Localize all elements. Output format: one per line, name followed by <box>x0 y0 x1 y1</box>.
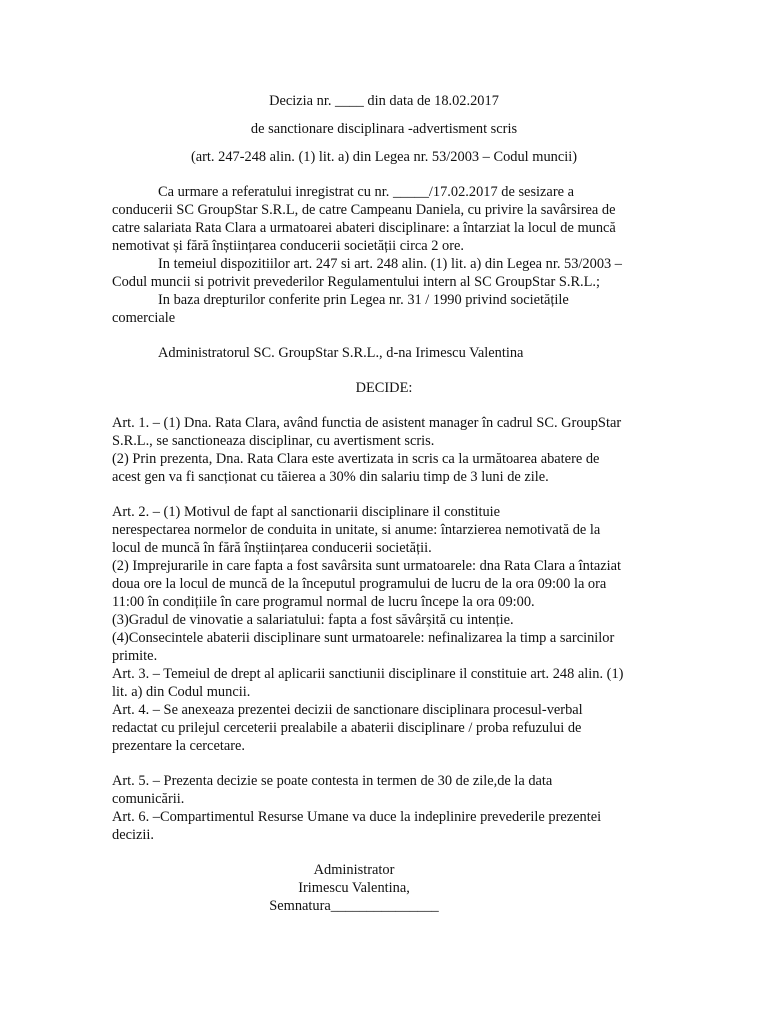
article-line: acest gen va fi sancționat cu tăierea a 30% din salariu timp de 3 luni de zile. <box>112 469 549 485</box>
article-line: nerespectarea normelor de conduita in unitate, si anume: întarzierea nemotivată de la <box>112 522 601 538</box>
article-line: Art. 2. – (1) Motivul de fapt al sanctionarii disciplinare il constituie <box>112 504 501 520</box>
decide-heading: DECIDE: <box>355 380 413 396</box>
article-line: 11:00 în condițiile în care programul normal de lucru începe la ora 09:00. <box>112 594 535 610</box>
article-line: lit. a) din Codul muncii. <box>112 684 251 700</box>
signature-name: Irimescu Valentina, <box>298 880 410 896</box>
intro-line: conducerii SC GroupStar S.R.L, de catre Campeanu Daniela, cu privire la savârsirea de <box>112 202 616 218</box>
signature-role: Administrator <box>313 862 395 878</box>
article-line: (2) Imprejurarile in care fapta a fost savârsita sunt urmatoarele: dna Rata Clara a întaziat <box>112 558 622 574</box>
intro-line: In temeiul dispozitiilor art. 247 si art. 248 alin. (1) lit. a) din Legea nr. 53/2003 – <box>158 256 622 272</box>
article-line: doua ore la locul de muncă de la începutul programului de lucru de la ora 09:00 la ora <box>112 576 607 592</box>
intro-line: Codul muncii si potrivit prevederilor Regulamentului intern al SC GroupStar S.R.L.; <box>112 274 601 290</box>
article-line: Art. 3. – Temeiul de drept al aplicarii sanctiunii disciplinare il constituie art. 248 alin. (1) <box>112 666 624 682</box>
article-line: primite. <box>112 648 158 664</box>
article-line: (2) Prin prezenta, Dna. Rata Clara este avertizata in scris ca la următoarea abatere de <box>112 451 600 467</box>
article-line: comunicării. <box>112 791 185 807</box>
intro-line: Ca urmare a referatului inregistrat cu nr. _____/17.02.2017 de sesizare a <box>158 184 574 200</box>
intro-line: In baza drepturilor conferite prin Legea nr. 31 / 1990 privind societățile <box>158 292 569 308</box>
decision-title: Decizia nr. ____ din data de 18.02.2017 <box>269 93 499 109</box>
article-line: Art. 6. –Compartimentul Resurse Umane va duce la indeplinire prevederile prezentei <box>112 809 602 825</box>
article-line: locul de muncă în fără înștiințarea conducerii societății. <box>112 540 432 556</box>
article-line: Art. 4. – Se anexeaza prezentei decizii de sanctionare disciplinara procesul-verbal <box>112 702 583 718</box>
signature-line: Semnatura_______________ <box>269 898 439 914</box>
legal-reference: (art. 247-248 alin. (1) lit. a) din Legea nr. 53/2003 – Codul muncii) <box>190 149 578 165</box>
intro-line: comerciale <box>112 310 176 326</box>
decision-subtitle: de sanctionare disciplinara -advertisment scris <box>250 121 518 137</box>
article-line: (4)Consecintele abaterii disciplinare sunt urmatoarele: nefinalizarea la timp a sarcinilor <box>112 630 615 646</box>
article-line: Art. 1. – (1) Dna. Rata Clara, având functia de asistent manager în cadrul SC. GroupStar <box>112 415 622 431</box>
intro-line: nemotivat și fără înștiințarea conducerii societății circa 2 ore. <box>112 238 465 254</box>
article-line: prezentare la cercetare. <box>112 738 245 754</box>
intro-line: catre salariata Rata Clara a urmatoarei abateri disciplinare: a întarziat la locul de muncă <box>112 220 616 236</box>
article-line: (3)Gradul de vinovatie a salariatului: fapta a fost săvârșită cu intenție. <box>112 612 514 628</box>
article-line: redactat cu prilejul cerceterii prealabile a abaterii disciplinare / proba refuzului de <box>112 720 582 736</box>
article-line: S.R.L., se sanctioneaza disciplinar, cu avertisment scris. <box>112 433 435 449</box>
article-line: Art. 5. – Prezenta decizie se poate contesta in termen de 30 de zile,de la data <box>112 773 553 789</box>
administrator-statement: Administratorul SC. GroupStar S.R.L., d-na Irimescu Valentina <box>158 345 524 361</box>
article-line: decizii. <box>112 827 154 843</box>
